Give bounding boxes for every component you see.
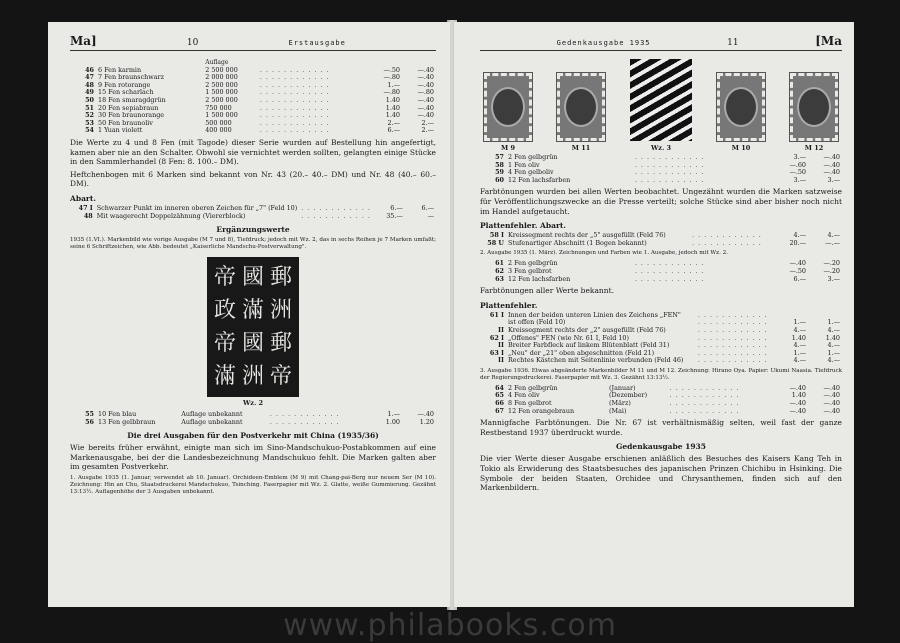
paragraph-commemorative: Die vier Werte dieser Ausgabe erschienen anläßlich des Besuches des Kaisers Kang Teh in Tokio als Erwiderung des Staatsbesuches des japanischen Prinzen Chichibu in Hsinking. Die Symbole der beiden Staaten, Orchidee und Chrysanthemen, finden sich auf den Markenbildern. (480, 454, 842, 493)
table-row (480, 240, 842, 248)
seal-character: 郵 (269, 331, 292, 357)
leader-dots: . . . . . . . . . . . . (697, 349, 768, 357)
row-number: II (498, 341, 504, 350)
table-row (480, 177, 842, 185)
row-auflage: 400 000 (205, 126, 232, 135)
row-value-used: —.40 (823, 383, 840, 392)
row-description: 4 Fen gelboliv (508, 168, 554, 177)
row-description: 50 Fen braunoliv (98, 118, 153, 127)
row-number: II (498, 325, 504, 334)
leader-dots: . . . . . . . . . . . . (692, 239, 762, 247)
stamp-image (717, 73, 765, 141)
row-value-used: —.40 (417, 65, 434, 74)
stamp-image (484, 73, 532, 141)
leader-dots: . . . . . . . . . . . . (669, 392, 740, 400)
row-value-used: —.40 (823, 168, 840, 177)
row-value-unused: 1.— (387, 410, 400, 419)
row-value-unused: —.50 (789, 266, 806, 275)
row-description: 15 Fen scharlach (98, 88, 154, 97)
row-value-used: —.40 (823, 406, 840, 415)
paragraph-rarity: Mannigfache Farbtönungen. Die Nr. 67 ist verhältnismäßig selten, weil fast der ganze Restbestand 1937 überdruckt wurde. (480, 418, 842, 437)
row-auflage: Auflage unbekannt (181, 417, 243, 426)
row-description: Stufenartiger Abschnitt (1 Bogen bekannt) (508, 238, 647, 247)
zigzag-watermark-image (630, 59, 692, 141)
stamp-illustrations (484, 59, 838, 152)
row-value-unused: 4.— (793, 231, 806, 240)
seal-character: 洲 (241, 364, 264, 390)
seal-character: 國 (241, 331, 264, 357)
row-value-unused: 1.40 (385, 103, 400, 112)
row-value-used: 4.— (827, 325, 840, 334)
row-value-used: 4.— (827, 231, 840, 240)
row-number: 53 (85, 118, 94, 127)
row-description: 12 Fen lachsfarben (508, 274, 571, 283)
row-number: 46 (85, 65, 94, 74)
row-description: 30 Fen braunorange (98, 111, 165, 120)
table-row (480, 357, 842, 365)
abart-heading: Abart. (70, 193, 96, 203)
paragraph-color-variants: Farbtönungen wurden bei allen Werten beobachtet. Ungezähnt wurden die Marken satzweise für Veröffentlichungszwecke an die Presse verteilt; solche Stücke sind aber bisher noch nicht im Handel aufgetaucht. (480, 187, 842, 216)
list3-rows (480, 385, 842, 415)
leader-dots: . . . . . . . . . . . . (634, 154, 705, 161)
row-description: 2 Fen gelbgrün (508, 259, 558, 268)
row-value-used: —.40 (417, 111, 434, 120)
row-description: 1 Yuan violett (98, 126, 143, 135)
row-number: 58 (495, 160, 504, 169)
stamp-rows (70, 67, 436, 135)
row-number: 48 (83, 211, 93, 220)
leader-dots: . . . . . . . . . . . . (697, 334, 768, 342)
leader-dots: . . . . . . . . . . . . (634, 275, 705, 283)
row-number: 67 (495, 406, 504, 415)
row-month: (Januar) (609, 383, 636, 392)
row-description: 13 Fen gelbbraun (98, 417, 156, 426)
row-value-unused: 1.00 (385, 417, 400, 426)
row-value-unused: —.40 (789, 399, 806, 408)
row-value-unused: 6.— (387, 126, 400, 135)
row-description: Breiter Farbfleck auf linkem Blütenblatt (Feld 31) (508, 341, 670, 350)
row-number: 59 (495, 168, 504, 177)
paragraph-unissued: Die Werte zu 4 und 8 Fen (mit Tagode) dieser Serie wurden auf Bestellung hin angefertigt, kamen aber nie an den Schalter. Obwohl sie vernichtet werden sollten, gelangten einige Stücke in den Sammlerhandel (8 Fen: 8. 100.– DM). (70, 137, 436, 167)
section-title: Ergänzungswerte (216, 225, 290, 235)
row-description: 3 Fen gelbrot (508, 266, 552, 275)
row-number: 51 (85, 103, 94, 112)
leader-dots: . . . . . . . . . . . . (301, 212, 371, 220)
row-description: 8 Fen gelbrot (508, 399, 552, 408)
second-issue-note: 2. Ausgabe 1935 (1. März). Zeichnungen und Farben wie 1. Ausgabe, jedoch mit Wz. 2. (480, 250, 728, 257)
row-value-unused: 1.40 (791, 333, 806, 342)
row-value-unused: 1.40 (385, 111, 400, 120)
watermark-seal-image (207, 257, 299, 397)
row-value-unused: 1.40 (791, 391, 806, 400)
row-value-used: —.80 (417, 88, 434, 97)
row-number: 61 (495, 259, 504, 268)
left-running-header (70, 34, 436, 51)
stamp-label: M 10 (731, 144, 751, 152)
leader-dots: . . . . . . . . . . . . (697, 319, 768, 327)
leader-dots: . . . . . . . . . . . . (259, 119, 330, 127)
left-header-title: Erstausgabe (288, 39, 346, 47)
pf2-rows (480, 312, 842, 365)
stamp-m11 (557, 73, 605, 152)
row-month: (März) (609, 399, 631, 408)
row-description: 2 Fen gelbgrün (508, 153, 558, 161)
stamp-label: M 9 (501, 144, 515, 152)
row-value-unused: 35.— (386, 211, 403, 220)
row-value-used: —.40 (823, 391, 840, 400)
row-auflage: 2 500 000 (205, 95, 238, 104)
row-value-used: — (427, 211, 434, 220)
table-row (480, 408, 842, 416)
seal-character: 帝 (213, 265, 236, 291)
row-value-used: —.40 (823, 153, 840, 161)
leader-dots: . . . . . . . . . . . . (697, 326, 768, 334)
section-note: 1935 (1.VI.). Markenbild wie vorige Ausgabe (M 7 und 8), Tiefdruck; jedoch mit Wz. 2, das in sechs Reihen je 7 Marken umfaßt; seine 6 Schriftzeichen, wie Abb. bedeutet „Kaiserliche Mandschu-Postverwaltung". (70, 237, 436, 251)
plattenfehler-heading: Plattenfehler. Abart. (480, 221, 567, 231)
leader-dots: . . . . . . . . . . . . (669, 407, 740, 415)
right-page-number: 11 (727, 38, 739, 48)
third-issue-table (480, 385, 842, 415)
leader-dots: . . . . . . . . . . . . (301, 204, 371, 212)
row-number: 54 (85, 126, 94, 135)
left-header-section: Ma] (70, 34, 97, 48)
leader-dots: . . . . . . . . . . . . (634, 169, 705, 177)
list1-rows (480, 154, 842, 184)
row-number: II (498, 356, 504, 365)
row-number: 56 (85, 417, 94, 426)
auflage-label: Auflage (205, 59, 229, 66)
row-number: 62 (495, 266, 504, 275)
row-value-used: —.— (825, 238, 840, 247)
row-auflage: 2 000 000 (205, 73, 238, 82)
first-issue-table (480, 154, 842, 184)
row-description: 1 Fen oliv (508, 160, 540, 169)
leader-dots: . . . . . . . . . . . . (634, 267, 705, 275)
row-description: 2 Fen gelbgrün (508, 383, 558, 392)
stamp-label: Wz. 3 (650, 144, 672, 152)
leader-dots: . . . . . . . . . . . . (634, 260, 705, 268)
row-number: 61 I (489, 310, 504, 319)
stamp-value-table (70, 59, 436, 135)
china-section-title: Die drei Ausgaben für den Postverkehr mit China (1935/36) (127, 431, 379, 441)
abart-table (70, 205, 436, 220)
row-value-used: 1.— (827, 318, 840, 327)
row-description: 12 Fen lachsfarben (508, 175, 571, 184)
table-row (70, 419, 436, 427)
stamp-m12 (790, 73, 838, 152)
stamp-m10 (717, 73, 765, 152)
row-value-unused: 1.40 (385, 95, 400, 104)
right-header-section: [Ma (815, 34, 842, 48)
row-value-unused: —.80 (383, 88, 400, 97)
row-value-unused: 3.— (793, 175, 806, 184)
row-description: „Neu" der „21" oben abgeschnitten (Feld 21) (508, 348, 655, 357)
row-number: 49 (85, 88, 94, 97)
leader-dots: . . . . . . . . . . . . (259, 89, 330, 97)
row-number: 52 (85, 111, 94, 120)
row-value-unused: —.40 (789, 259, 806, 268)
row-value-used: 4.— (827, 356, 840, 365)
row-auflage: 2 500 000 (205, 65, 238, 74)
row-number: 57 (495, 153, 504, 161)
leader-dots: . . . . . . . . . . . . (259, 127, 330, 135)
plattenfehler-table (480, 232, 842, 247)
leader-dots: . . . . . . . . . . . . (259, 81, 330, 89)
paragraph-first-issue: 1. Ausgabe 1935 (1. Januar, verwendet ab 10. Januar). Orchideen-Emblem (M 9) mit Chang-pai-Berg nur neuem Ser (M 10). Zeichnung: Hin an Chu, Staatsdruckerei Mandschukuo, Tsinching. Faserpapier mit Wz. 2. Glatte, weiße Gummierung. Gezähnt 13:13½. Auflagenhöhe der 3 Ausgaben unbekannt. (70, 475, 436, 496)
row-number: 63 (495, 274, 504, 283)
paragraph-booklets: Heftchenbogen mit 6 Marken sind bekannt von Nr. 43 (20.– 40.– DM) und Nr. 48 (40.– 60.– DM). (70, 169, 436, 189)
row-value-used: —.40 (823, 399, 840, 408)
row-value-used: 3.— (827, 274, 840, 283)
row-value-unused: 6.— (793, 274, 806, 283)
seal-character: 洲 (269, 298, 292, 324)
row-number: 47 (85, 73, 94, 82)
row-value-used: 3.— (827, 175, 840, 184)
row-value-unused: 1.— (793, 348, 806, 357)
row-description: „Offenes" FEN (wie Nr. 61 I, Feld 10) (508, 333, 629, 342)
row-value-unused: —.50 (383, 65, 400, 74)
row-value-used: —.40 (417, 73, 434, 82)
row-description: 18 Fen smaragdgrün (98, 95, 166, 104)
row-auflage: 1 500 000 (205, 111, 238, 120)
leader-dots: . . . . . . . . . . . . (669, 400, 740, 408)
row-value-used: —.40 (417, 95, 434, 104)
table-row (480, 276, 842, 284)
row-description: Schwarzer Punkt im inneren oberen Zeichen für „7" (Feld 10) (96, 203, 298, 212)
plattenfehler2-heading: Plattenfehler. (480, 300, 538, 310)
left-page (48, 22, 450, 607)
leader-dots: . . . . . . . . . . . . (697, 342, 768, 350)
leader-dots: . . . . . . . . . . . . (259, 66, 330, 74)
seal-character: 國 (241, 265, 264, 291)
row-value-unused: —.40 (789, 406, 806, 415)
leader-dots: . . . . . . . . . . . . (634, 176, 705, 184)
right-page (454, 22, 854, 607)
row-number: 50 (85, 95, 94, 104)
row-value-used: —.40 (417, 80, 434, 89)
row-value-used: —.20 (823, 259, 840, 268)
row-number: 55 (85, 410, 94, 419)
seal-character: 滿 (213, 364, 236, 390)
row-month: (Dezember) (609, 391, 648, 400)
row-description: 20 Fen sepiabraun (98, 103, 159, 112)
row-value-unused: 20.— (789, 238, 806, 247)
row-value-unused: 1.— (793, 318, 806, 327)
row-month: (Mai) (609, 406, 627, 415)
row-auflage: 750 000 (205, 103, 232, 112)
row-number: 63 I (489, 348, 504, 357)
row-auflage: Auflage unbekannt (181, 410, 243, 419)
abart-rows (70, 205, 436, 220)
leader-dots: . . . . . . . . . . . . (634, 161, 705, 169)
seal-character: 郵 (269, 265, 292, 291)
row-number: 66 (495, 399, 504, 408)
seal-character: 帝 (269, 364, 292, 390)
list2-rows (480, 260, 842, 283)
supplement-table (70, 411, 436, 426)
row-value-unused: 4.— (793, 341, 806, 350)
row-number: 58 U (487, 238, 504, 247)
row-value-unused: —.60 (789, 160, 806, 169)
row-value-used: 1.— (827, 348, 840, 357)
row-value-used: 1.40 (825, 333, 840, 342)
row-value-unused: 2.— (387, 118, 400, 127)
stamp-image (557, 73, 605, 141)
leader-dots: . . . . . . . . . . . . (259, 112, 330, 120)
paragraph-all-variants: Farbtönungen aller Werte bekannt. (480, 286, 614, 296)
leader-dots: . . . . . . . . . . . . (697, 357, 768, 365)
stamp-label: M 12 (804, 144, 824, 152)
row-description: 4 Fen oliv (508, 391, 540, 400)
row-description: Kreissegment rechts der „5" ausgefüllt (Feld 76) (508, 231, 666, 240)
row-number: 47 I (78, 203, 93, 212)
seal-character: 滿 (241, 298, 264, 324)
stamp-label: M 11 (571, 144, 591, 152)
row-description: Innen der beiden unteren Linien des Zeichens „FEN" (508, 310, 681, 319)
row-value-unused: —.50 (789, 168, 806, 177)
stamp-image (790, 73, 838, 141)
seal-character: 政 (213, 298, 236, 324)
row-description: Rechtes Kästchen mit Seitenlinie verbunden (Feld 46) (508, 356, 684, 365)
seal-character: 帝 (213, 331, 236, 357)
plattenfehler2-table (480, 312, 842, 365)
row-number: 48 (85, 80, 94, 89)
row-description: Kreissegment rechts der „2" ausgefüllt (Feld 76) (508, 325, 666, 334)
row-auflage: 1 500 000 (205, 88, 238, 97)
watermark-wz3 (630, 59, 692, 152)
row-number: 65 (495, 391, 504, 400)
right-header-title: Gedenkausgabe 1935 (556, 39, 651, 47)
table-row (70, 127, 436, 135)
leader-dots: . . . . . . . . . . . . (259, 104, 330, 112)
paragraph-china: Wie bereits früher erwähnt, einigte man sich im Sino-Mandschukuo-Postabkommen auf eine Markenausgabe, bei der die Landesbezeichnung Mandschukuo fehlt. Die Marken galten aber im gesamten Postverkehr. (70, 443, 436, 472)
row-value-unused: 6.— (390, 203, 403, 212)
seal-caption: Wz. 2 (242, 399, 264, 408)
row-value-unused: 4.— (793, 325, 806, 334)
row-value-used: —.20 (823, 266, 840, 275)
row-number: 60 (495, 175, 504, 184)
leader-dots: . . . . . . . . . . . . (269, 411, 340, 419)
second-issue-table (480, 260, 842, 283)
table-row (70, 213, 436, 221)
row-auflage: 500 000 (205, 118, 232, 127)
row-description: 12 Fen orangebraun (508, 406, 575, 415)
gedenk-title: Gedenkausgabe 1935 (616, 442, 706, 452)
leader-dots: . . . . . . . . . . . . (669, 384, 740, 392)
row-value-used: 4.— (827, 341, 840, 350)
supplement-rows (70, 411, 436, 426)
row-description: 7 Fen braunschwarz (98, 73, 164, 82)
site-watermark: www.philabooks.com (283, 608, 617, 643)
row-number: 64 (495, 383, 504, 392)
row-value-used: —.40 (417, 410, 434, 419)
row-value-used: 6.— (421, 203, 434, 212)
leader-dots: . . . . . . . . . . . . (697, 311, 768, 319)
row-value-used: 2.— (421, 118, 434, 127)
row-value-used: 2.— (421, 126, 434, 135)
row-description: 6 Fen karmin (98, 65, 142, 74)
row-value-unused: —.40 (789, 383, 806, 392)
row-value-used: 1.20 (419, 417, 434, 426)
right-running-header (480, 34, 842, 51)
leader-dots: . . . . . . . . . . . . (692, 232, 762, 240)
row-description: ist offen (Feld 10) (508, 318, 566, 327)
row-description: Mit waagerecht Doppelzähnung (Viererblock) (96, 211, 246, 220)
row-value-used: —.40 (823, 160, 840, 169)
row-value-unused: 4.— (793, 356, 806, 365)
leader-dots: . . . . . . . . . . . . (259, 74, 330, 82)
leader-dots: . . . . . . . . . . . . (259, 96, 330, 104)
row-value-used: —.40 (417, 103, 434, 112)
row-value-unused: —.80 (383, 73, 400, 82)
row-description: 10 Fen blau (98, 410, 137, 419)
stamp-m9 (484, 73, 532, 152)
left-page-number: 10 (186, 38, 199, 48)
leader-dots: . . . . . . . . . . . . (269, 418, 340, 426)
row-value-unused: 1.— (387, 80, 400, 89)
row-number: 58 I (489, 231, 504, 240)
row-auflage: 2 500 000 (205, 80, 238, 89)
third-issue-note: 3. Ausgabe 1936. Etwas abgeänderte Markenbilder M 11 und M 12. Zeichnung: Hirano Oya. Papier: Ukumi Naasia. Tiefdruck der Regierungsdruckerei. Faserpapier mit Wz. 3. Gezähnt 13:13½. (480, 367, 842, 381)
row-description: 9 Fen rotorange (98, 80, 151, 89)
pf-rows (480, 232, 842, 247)
row-value-unused: 3.— (793, 153, 806, 161)
row-number: 62 I (489, 333, 504, 342)
